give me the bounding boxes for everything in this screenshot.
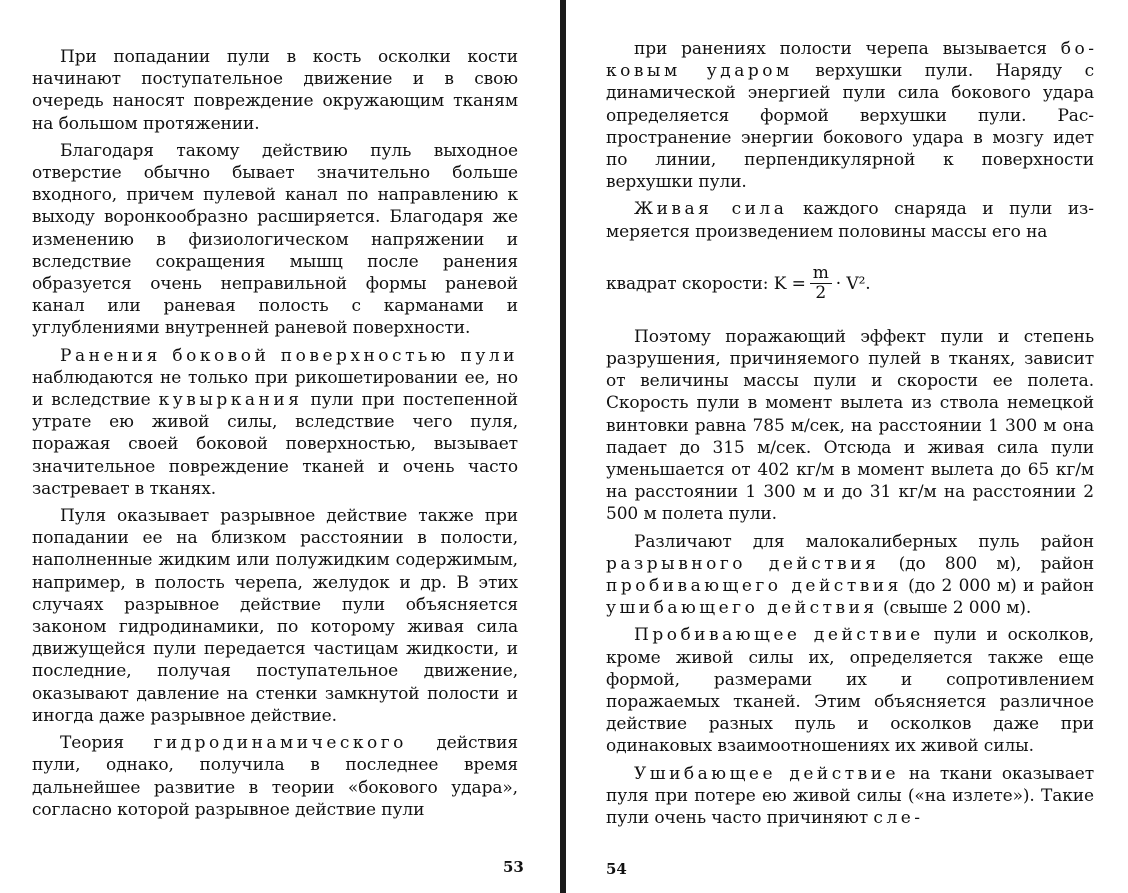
formula-prefix: квадрат скорости: K =	[606, 273, 806, 294]
paragraph	[32, 505, 518, 727]
paragraph	[606, 763, 1094, 830]
spaced-emphasis-text: Живая сила	[634, 199, 788, 220]
paragraph	[606, 38, 1094, 193]
page-number-left: 53	[503, 858, 524, 876]
spaced-emphasis-text: пробивающего действия	[606, 576, 902, 597]
text-run: Теория	[60, 733, 154, 754]
right-page	[566, 0, 1128, 893]
paragraph	[606, 198, 1094, 242]
spaced-emphasis-text: сле-	[873, 808, 924, 829]
formula-suffix: · V².	[835, 273, 871, 294]
text-run: Различают для малокалиберных пуль район	[634, 531, 1094, 552]
text-run: (до 800 м), район	[879, 553, 1094, 574]
spaced-emphasis-text: Пробивающее действие	[634, 625, 924, 646]
formula-fraction	[810, 264, 832, 304]
spaced-emphasis-text: боковым ударом	[606, 39, 1094, 82]
text-run: (до 2 000 м) и район	[901, 576, 1094, 597]
spaced-emphasis-text: кувыркания	[158, 390, 303, 411]
text-run: Благодаря такому действию пуль выходное отверстие обычно бывает значительно больше входного, причем пулевой канал по направлению к выходу воронкообразно расширяется. Благодаря же изменению в физиологическом напряжении и вследствие сокращения мышц после ранения образуется очень неправильной формы раневой канал или раневая полость с карманами и углублениями внутренней раневой поверхности.	[32, 140, 518, 339]
text-run: пули при постепенной утрате ею живой силы, вследствие чего пуля, поражая своей боковой поверхностью, вызывает значительное повреждение тканей и очень часто застревает в тканях.	[32, 390, 518, 499]
formula-denominator: 2	[815, 283, 827, 304]
paragraph	[32, 732, 518, 821]
left-page-text	[32, 46, 518, 826]
text-run: на ткани оказывает пуля при потере ею живой силы («на излете»). Такие пули очень часто причиняют	[606, 763, 1094, 829]
spaced-emphasis-text: ушибающего действия	[606, 598, 878, 619]
text-run: каждого снаряда и пули измеряется произведением половины массы его на	[606, 199, 1094, 242]
text-run: (свыше 2 000 м).	[877, 598, 1032, 619]
spaced-emphasis-text: разрывного действия	[606, 553, 880, 574]
text-run: действия пули, однако, получила в последнее время дальнейшее развитие в теории «бокового удара», согласно которой разрывное действие пули	[32, 733, 518, 820]
text-run: Поэтому поражающий эффект пули и степень разрушения, причиняемого пулей в тканях, зависит от величины массы пули и скорости ее полета. Скорость пули в момент вылета из ствола немецкой винтовки равна 785 м/сек, на расстоянии 1 300 м она падает до 315 м/сек. Отсюда и живая сила пули уменьшается от 402 кг/м в момент вылета до 65 кг/м на расстоянии 1 300 м и до 31 кг/м на расстоянии 2 500 м полета пули.	[606, 326, 1094, 525]
paragraph	[32, 140, 518, 340]
paragraph	[606, 531, 1094, 620]
text-run: верхушки пули. Наряду с динамической энергией пули сила бокового удара определяется формой верхушки пули. Распространение энергии бокового удара в мозгу идет по линии, перпендикулярной к поверхности верхушки пули.	[606, 61, 1094, 193]
spaced-emphasis-text: Ранения боковой поверхностью пули	[60, 345, 518, 366]
text-run: при ранениях полости черепа вызывается	[634, 39, 1061, 59]
formula-numerator: m	[810, 264, 832, 285]
paragraph	[32, 46, 518, 135]
kinetic-energy-formula	[606, 248, 1094, 320]
spaced-emphasis-text: гидродинамического	[153, 733, 407, 754]
paragraph	[606, 624, 1094, 757]
text-run: пули и осколков, кроме живой силы их, определяется также еще формой, размерами их и сопротивлением поражаемых тканей. Этим объясняется различное действие разных пуль и осколков даже при одинаковых взаимоотношениях их живой силы.	[606, 625, 1094, 757]
paragraph	[32, 345, 518, 500]
page-number-right: 54	[606, 860, 627, 878]
right-page-text	[606, 38, 1094, 834]
text-run: При попадании пули в кость осколки кости начинают поступательное движение и в свою очередь наносят повреждение окружающим тканям на большом протяжении.	[32, 47, 518, 134]
text-run: наблюдаются не только при рикошетировании ее, но и вследствие	[32, 367, 518, 411]
paragraph	[606, 326, 1094, 526]
text-run: Пуля оказывает разрывное действие также при попадании ее на близком расстоянии в полости, наполненные жидким или полужидким содержимым, например, в полость черепа, желудок и др. В этих случаях разрывное действие пули объясняется законом гидродинамики, по которому живая сила движущейся пули передается частицам жидкости, и последние, получая поступательное движение, оказывают давление на стенки замкнутой полости и иногда даже разрывное действие.	[32, 506, 518, 726]
left-page	[0, 0, 560, 893]
spaced-emphasis-text: Ушибающее действие	[634, 763, 900, 784]
